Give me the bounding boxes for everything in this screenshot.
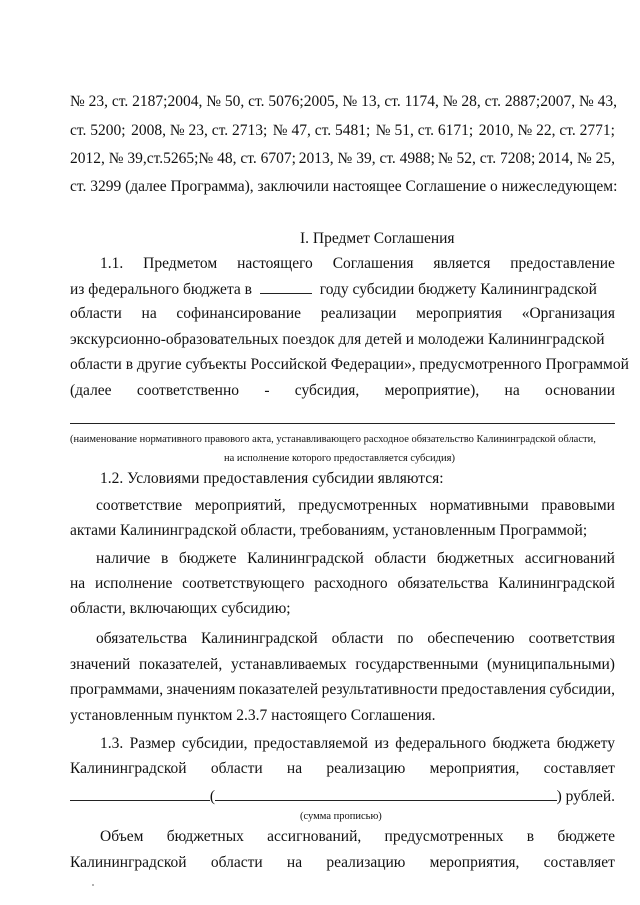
paragraph-line	[70, 786, 615, 806]
text-segment: бюджету	[556, 735, 615, 752]
text-segment: субсидия,	[294, 382, 360, 399]
text-segment: значений	[70, 656, 131, 673]
paragraph-line	[70, 279, 615, 299]
text-segment: области	[210, 760, 263, 777]
text-segment: субсидии,	[549, 681, 615, 698]
text-segment: реализацию	[326, 760, 406, 777]
text-segment: на	[286, 760, 303, 777]
text-segment: мероприятия,	[429, 854, 520, 871]
text-segment: области	[374, 550, 427, 567]
text-segment: программами,	[70, 681, 164, 698]
text-segment: расходного	[314, 575, 388, 592]
paragraph-line	[70, 304, 615, 323]
text-segment: 2012, № 39,ст.5265;№ 48, ст. 6707;	[70, 150, 296, 167]
text-segment: на	[286, 854, 303, 871]
text-segment: предусмотренных	[298, 497, 418, 514]
paragraph-line	[70, 655, 615, 674]
fill-in-line	[70, 423, 615, 424]
text-segment: области	[70, 305, 122, 322]
paragraph-line	[96, 496, 615, 515]
text-segment: в	[526, 828, 535, 845]
text-segment: ст. 5200;	[70, 122, 126, 139]
paragraph-line: области, включающих субсидию;	[70, 600, 291, 617]
text-segment: соответственно	[136, 382, 239, 399]
text-segment: соответствующего	[182, 575, 305, 592]
text-segment: № 23, ст. 2187;	[70, 93, 168, 110]
text-segment: 1.1.	[100, 255, 124, 272]
text-segment: 2004, № 50, ст. 5076;	[167, 93, 304, 110]
scan-speck	[92, 884, 94, 886]
text-segment: году субсидии бюджету Калининградской	[319, 281, 597, 298]
text-segment: софинансирование	[176, 305, 301, 322]
paragraph-line	[70, 759, 615, 778]
text-segment: 1.3.	[100, 735, 124, 752]
paragraph-line	[70, 853, 615, 872]
text-segment: реализации	[320, 305, 397, 322]
text-segment: по	[397, 630, 414, 647]
text-segment: 2008, № 23, ст. 2713;	[131, 122, 268, 139]
text-segment: бюджетных	[436, 550, 515, 567]
text-segment: исполнение	[94, 575, 173, 592]
footnote-caption: (сумма прописью)	[300, 811, 382, 822]
footnote-caption: (наименование нормативного правового акта, устанавливающего расходное обязательство Калининградской области,	[70, 434, 596, 445]
text-segment: Калининградской	[70, 854, 187, 871]
text-segment: на	[504, 382, 520, 399]
text-segment: (муниципальными)	[486, 656, 615, 673]
text-segment: составляет	[543, 760, 615, 777]
text-segment: области	[210, 854, 263, 871]
text-segment: мероприятия	[416, 305, 503, 322]
text-segment: является	[433, 255, 491, 272]
text-segment: Размер	[129, 735, 176, 752]
text-segment: ассигнований,	[267, 828, 362, 845]
paragraph-line: экскурсионно-образовательных поездок для детей и молодежи Калининградской	[70, 331, 605, 348]
text-segment: предусмотренных	[384, 828, 504, 845]
text-segment: ассигнований	[524, 550, 615, 567]
text-segment: субсидии,	[181, 735, 248, 752]
text-segment: реализацию	[326, 854, 406, 871]
text-segment: области	[331, 630, 384, 647]
paragraph-line	[70, 381, 615, 400]
text-segment: Калининградской	[70, 760, 187, 777]
text-segment: 2007, № 43,	[540, 93, 618, 110]
text-segment: 2013, № 39, ст. 4988;	[298, 150, 435, 167]
paragraph-line: области в другие субъекты Российской Федерации», предусмотренного Программой	[70, 356, 629, 373]
text-segment: в	[160, 550, 169, 567]
text-segment: предоставляемой	[253, 735, 369, 752]
text-segment: настоящего	[237, 255, 313, 272]
text-segment: Калининградской	[498, 575, 615, 592]
intro-line	[70, 92, 618, 111]
text-segment: предоставления	[441, 681, 546, 698]
text-segment: государственными	[355, 656, 479, 673]
text-segment: бюджете	[557, 828, 615, 845]
intro-line	[70, 149, 615, 168]
text-segment: 2010, № 22, ст. 2771;	[478, 122, 615, 139]
text-segment: наличие	[96, 550, 151, 567]
amount-blank	[70, 786, 210, 801]
year-blank	[260, 279, 312, 294]
text-segment: 2005, № 13, ст. 1174, № 28, ст. 2887;	[303, 93, 541, 110]
text-segment: № 47, ст. 5481;	[272, 122, 371, 139]
text-segment: составляет	[543, 854, 615, 871]
paragraph-line: установленным пунктом 2.3.7 настоящего Соглашения.	[70, 707, 436, 724]
text-segment: Калининградской	[201, 630, 318, 647]
text-segment: нормативными	[429, 497, 529, 514]
text-segment: результативности	[321, 681, 438, 698]
text-segment: устанавливаемых	[230, 656, 347, 673]
amount-words-blank	[215, 786, 557, 801]
text-segment: из	[374, 735, 389, 752]
text-segment: ) рублей.	[556, 788, 615, 805]
text-segment: мероприятия,	[429, 760, 520, 777]
text-segment: Соглашения	[332, 255, 414, 272]
text-segment: значениям	[166, 681, 236, 698]
paragraph-line	[100, 254, 615, 273]
text-segment: (далее	[70, 382, 112, 399]
text-segment: бюджетных	[166, 828, 244, 845]
intro-line: ст. 3299 (далее Программа), заключили настоящее Соглашение о нижеследующем:	[70, 178, 618, 195]
text-segment: Объем	[100, 828, 144, 845]
text-segment: показателей,	[138, 656, 223, 673]
text-segment: (	[209, 788, 215, 805]
intro-line	[70, 121, 615, 140]
text-segment: мероприятие),	[384, 382, 480, 399]
paragraph-line	[70, 574, 615, 593]
paragraph-line	[96, 629, 615, 648]
text-segment: 2014, № 25,	[538, 150, 615, 167]
paragraph-line	[96, 549, 615, 568]
text-segment: Калининградской	[247, 550, 364, 567]
text-segment: соответствие	[96, 497, 183, 514]
paragraph-line: актами Калининградской области, требованиям, установленным Программой;	[70, 522, 588, 539]
text-segment: правовыми	[541, 497, 615, 514]
paragraph-heading: 1.2. Условиями предоставления субсидии являются:	[100, 470, 444, 487]
text-segment: мероприятий,	[194, 497, 286, 514]
text-segment: федерального	[395, 735, 487, 752]
text-segment: предоставление	[510, 255, 615, 272]
text-segment: № 51, ст. 6171;	[375, 122, 474, 139]
text-segment: «Организация	[521, 305, 615, 322]
paragraph-line	[70, 680, 615, 699]
text-segment: -	[264, 382, 270, 399]
text-segment: Предметом	[143, 255, 218, 272]
text-segment: бюджете	[178, 550, 237, 567]
paragraph-line	[100, 827, 615, 846]
paragraph-line	[100, 734, 615, 753]
text-segment: соответствия	[528, 630, 615, 647]
text-segment: на	[141, 305, 157, 322]
text-segment: обязательства	[96, 630, 188, 647]
text-segment: бюджета	[492, 735, 551, 752]
footnote-caption: на исполнение которого предоставляется субсидия)	[224, 453, 455, 464]
text-segment: на	[70, 575, 86, 592]
text-segment: обязательства	[397, 575, 489, 592]
text-segment: из федерального бюджета в	[70, 281, 252, 298]
text-segment: основании	[545, 382, 615, 399]
text-segment: показателей	[238, 681, 319, 698]
section-title: I. Предмет Соглашения	[300, 230, 455, 247]
text-segment: обеспечению	[427, 630, 515, 647]
text-segment: № 52, ст. 7208;	[437, 150, 536, 167]
